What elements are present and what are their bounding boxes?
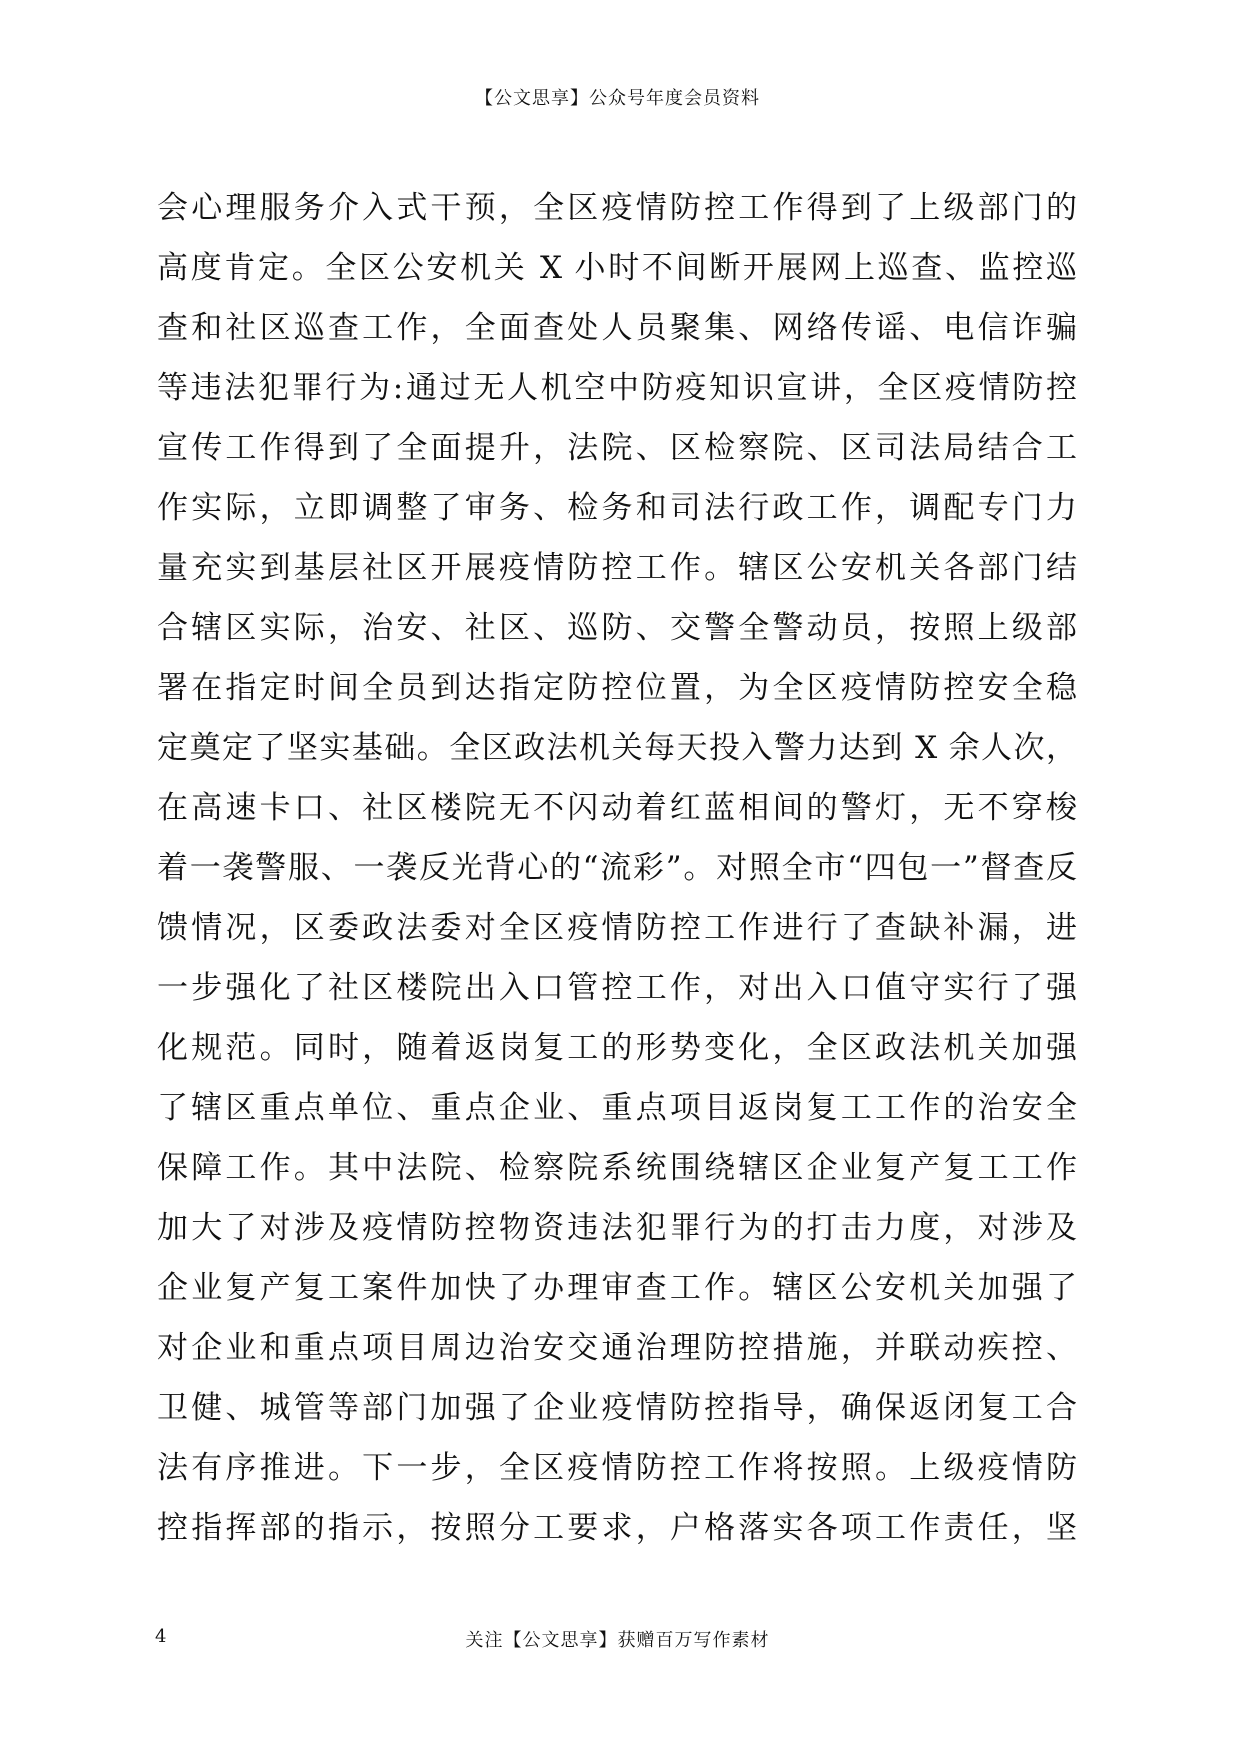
text-line: 定奠定了坚实基础。全区政法机关每天投入警力达到 X 余人次， (157, 730, 1077, 766)
page-number: 4 (155, 1626, 167, 1647)
text-line: 作实际，立即调整了审务、检务和司法行政工作，调配专门力 (157, 490, 1077, 526)
text-line: 法有序推进。下一步，全区疫情防控工作将按照。上级疫情防 (157, 1450, 1077, 1486)
text-line: 合辖区实际，治安、社区、巡防、交警全警动员，按照上级部 (157, 610, 1077, 646)
text-line: 控指挥部的指示，按照分工要求，户格落实各项工作责任，坚 (157, 1510, 1077, 1546)
text-line: 着一袭警服、一袭反光背心的“流彩”。对照全市“四包一”督查反 (157, 850, 1077, 886)
text-line: 卫健、城管等部门加强了企业疫情防控指导，确保返闭复工合 (157, 1390, 1077, 1426)
text-line: 量充实到基层社区开展疫情防控工作。辖区公安机关各部门结 (157, 550, 1077, 586)
text-line: 署在指定时间全员到达指定防控位置，为全区疫情防控安全稳 (157, 670, 1077, 706)
page-header: 【公文思享】公众号年度会员资料 (475, 88, 760, 109)
text-line: 保障工作。其中法院、检察院系统围绕辖区企业复产复工工作 (157, 1150, 1077, 1186)
text-line: 会心理服务介入式干预，全区疫情防控工作得到了上级部门的 (157, 190, 1077, 226)
text-line: 宣传工作得到了全面提升，法院、区检察院、区司法局结合工 (157, 430, 1077, 466)
text-line: 了辖区重点单位、重点企业、重点项目返岗复工工作的治安全 (157, 1090, 1077, 1126)
text-line: 高度肯定。全区公安机关 X 小时不间断开展网上巡查、监控巡 (157, 250, 1077, 286)
text-line: 加大了对涉及疫情防控物资违法犯罪行为的打击力度，对涉及 (157, 1210, 1077, 1246)
text-line: 一步强化了社区楼院出入口管控工作，对出入口值守实行了强 (157, 970, 1077, 1006)
text-line: 在高速卡口、社区楼院无不闪动着红蓝相间的警灯，无不穿梭 (157, 790, 1077, 826)
text-line: 馈情况，区委政法委对全区疫情防控工作进行了查缺补漏，进 (157, 910, 1077, 946)
body-text (157, 178, 1077, 1558)
text-line: 对企业和重点项目周边治安交通治理防控措施，并联动疾控、 (157, 1330, 1077, 1366)
text-line: 查和社区巡查工作，全面查处人员聚集、网络传谣、电信诈骗 (157, 310, 1077, 346)
text-line: 化规范。同时，随着返岗复工的形势变化，全区政法机关加强 (157, 1030, 1077, 1066)
footer-text: 关注【公文思享】获赠百万写作素材 (465, 1630, 770, 1651)
text-line: 等违法犯罪行为:通过无人机空中防疫知识宣讲，全区疫情防控 (157, 370, 1077, 406)
text-line: 企业复产复工案件加快了办理审查工作。辖区公安机关加强了 (157, 1270, 1077, 1306)
